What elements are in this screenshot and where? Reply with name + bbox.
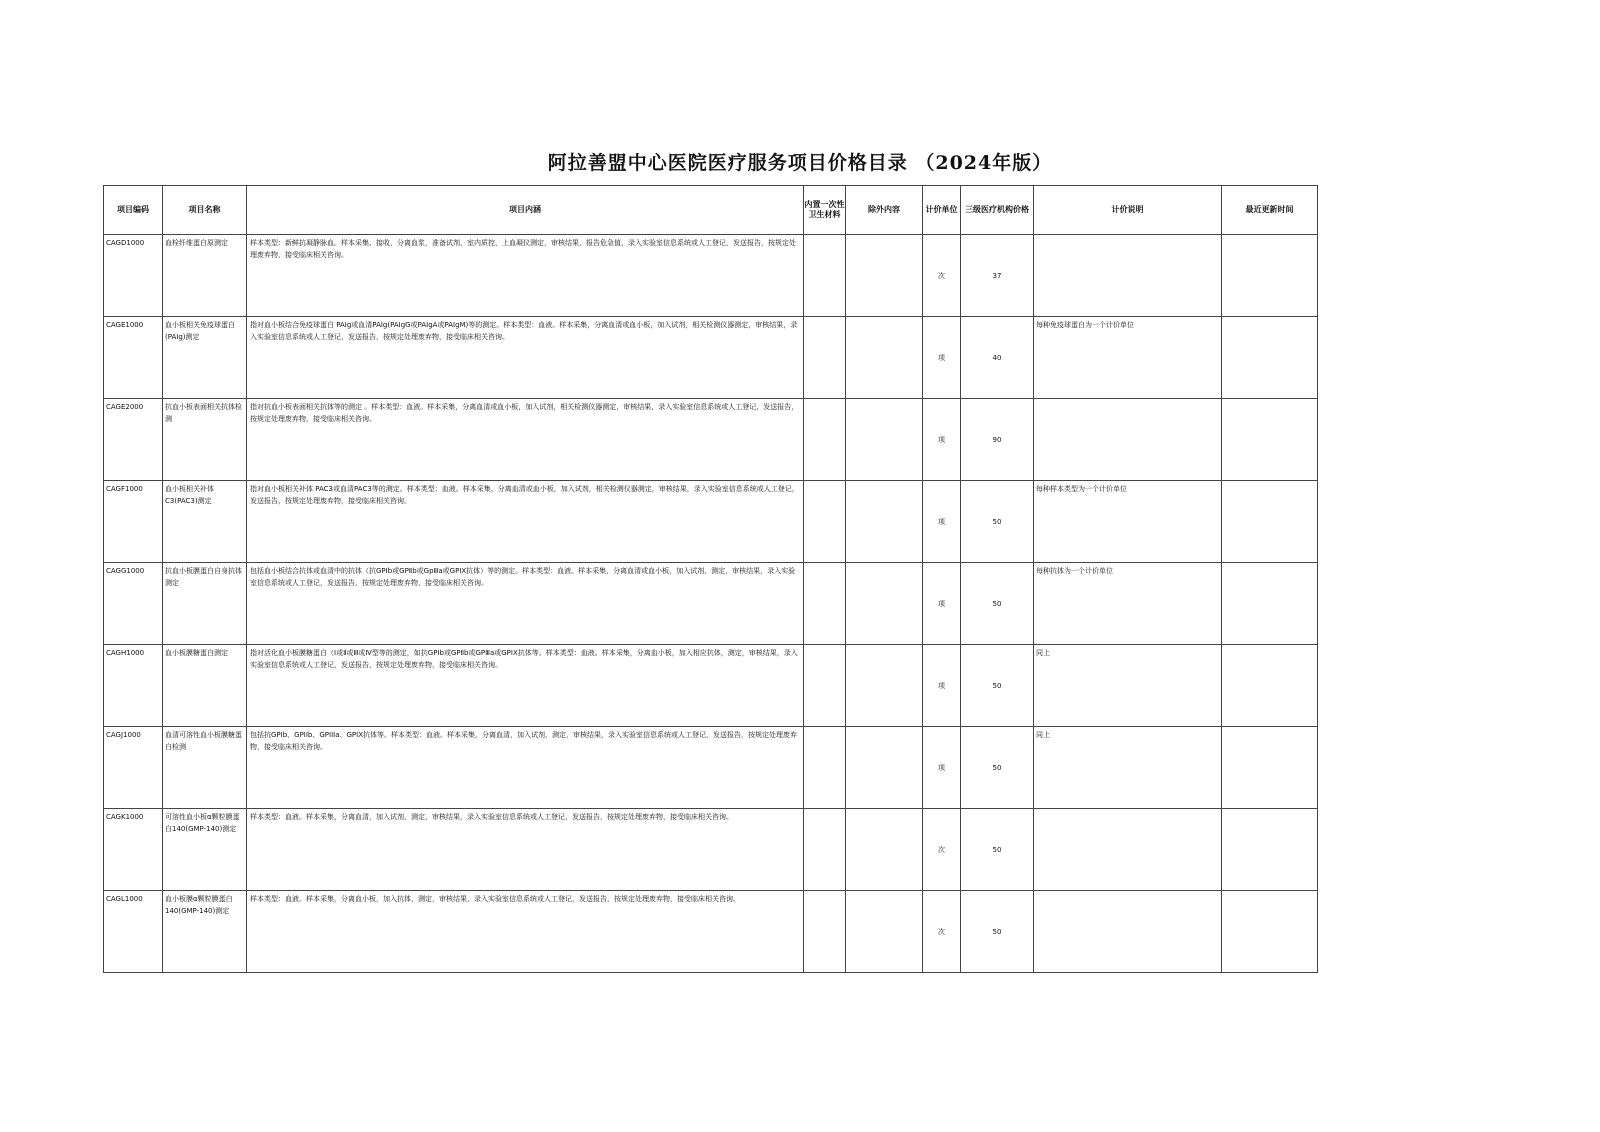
cell-unit: 次 — [923, 235, 961, 317]
cell-code: CAGK1000 — [104, 809, 163, 891]
cell-excluded — [846, 891, 923, 973]
cell-price: 50 — [961, 645, 1034, 727]
cell-updated — [1222, 317, 1318, 399]
cell-price: 50 — [961, 481, 1034, 563]
cell-consumable — [804, 481, 846, 563]
header-name: 项目名称 — [163, 186, 247, 235]
cell-unit: 次 — [923, 891, 961, 973]
cell-name: 可溶性血小板α颗粒膜蛋白140(GMP-140)测定 — [163, 809, 247, 891]
cell-name: 抗血小板膜蛋白自身抗体测定 — [163, 563, 247, 645]
cell-consumable — [804, 235, 846, 317]
cell-content: 指对血小板结合免疫球蛋白 PAIg或血清PAIg(PAIgG或PAIgA或PAIgM)等的测定。样本类型：血液。样本采集，分离血清或血小板，加入试剂，相关检测仪器测定，审核结果，录入实验室信息系统或人工登记，发送报告，按规定处理废弃物，接受临床相关咨询。 — [247, 317, 804, 399]
cell-code: CAGL1000 — [104, 891, 163, 973]
cell-note: 同上 — [1034, 645, 1222, 727]
cell-excluded — [846, 235, 923, 317]
cell-unit: 项 — [923, 317, 961, 399]
cell-content: 包括血小板结合抗体或血清中的抗体（抗GPⅠb或GPⅡb或GpⅢa或GPIX抗体）等的测定。样本类型：血液。样本采集，分离血清或血小板，加入试剂，测定，审核结果，录入实验室信息系统或人工登记，发送报告，按规定处理废弃物，接受临床相关咨询。 — [247, 563, 804, 645]
cell-consumable — [804, 645, 846, 727]
cell-unit: 项 — [923, 481, 961, 563]
header-note: 计价说明 — [1034, 186, 1222, 235]
header-excluded: 除外内容 — [846, 186, 923, 235]
cell-excluded — [846, 727, 923, 809]
table-header-row — [104, 186, 1318, 235]
cell-consumable — [804, 891, 846, 973]
cell-price: 50 — [961, 809, 1034, 891]
cell-content: 指对抗血小板表面相关抗体等的测定 。样本类型：血液。样本采集，分离血清或血小板，加入试剂，相关检测仪器测定，审核结果，录入实验室信息系统或人工登记，发送报告，按规定处理废弃物，接受临床相关咨询。 — [247, 399, 804, 481]
cell-unit: 项 — [923, 563, 961, 645]
cell-name: 血栓纤维蛋白原测定 — [163, 235, 247, 317]
cell-updated — [1222, 645, 1318, 727]
cell-note — [1034, 399, 1222, 481]
cell-updated — [1222, 235, 1318, 317]
cell-consumable — [804, 563, 846, 645]
cell-excluded — [846, 809, 923, 891]
cell-content: 样本类型：血液。样本采集，分离血小板，加入抗体，测定，审核结果，录入实验室信息系统或人工登记，发送报告，按规定处理废弃物，接受临床相关咨询。 — [247, 891, 804, 973]
cell-updated — [1222, 399, 1318, 481]
cell-note: 同上 — [1034, 727, 1222, 809]
cell-name: 抗血小板表面相关抗体检测 — [163, 399, 247, 481]
cell-name: 血小板膜α颗粒膜蛋白140(GMP-140)测定 — [163, 891, 247, 973]
cell-unit: 项 — [923, 727, 961, 809]
cell-content: 指对活化血小板膜糖蛋白（Ⅰ或Ⅱ或Ⅲ或Ⅳ型等的测定，如抗GPIb或GPⅡb或GPⅢa或GPIX抗体等。样本类型：血液。样本采集，分离血小板，加入相应抗体，测定，审核结果，录入实验室信息系统或人工登记，发送报告，按规定处理废弃物，接受临床相关咨询。 — [247, 645, 804, 727]
cell-content: 样本类型：新鲜抗凝静脉血。样本采集、接收，分离血浆，准备试剂，室内质控，上血凝仪测定，审核结果，报告危急值，录入实验室信息系统或人工登记，发送报告，按规定处理废弃物，接受临床相关咨询。 — [247, 235, 804, 317]
table-row — [104, 891, 1318, 973]
cell-content: 包括抗GPIb、GPIIb、GPIIIa、GPIX抗体等。样本类型：血液。样本采集，分离血清，加入试剂，测定，审核结果，录入实验室信息系统或人工登记，发送报告，按规定处理废弃物，接受临床相关咨询。 — [247, 727, 804, 809]
cell-name: 血小板膜糖蛋白测定 — [163, 645, 247, 727]
cell-excluded — [846, 317, 923, 399]
cell-name: 血小板相关免疫球蛋白(PAIg)测定 — [163, 317, 247, 399]
cell-excluded — [846, 481, 923, 563]
table-row — [104, 727, 1318, 809]
cell-consumable — [804, 399, 846, 481]
cell-excluded — [846, 399, 923, 481]
cell-name: 血小板相关补体C3(PAC3)测定 — [163, 481, 247, 563]
header-price: 三级医疗机构价格 — [961, 186, 1034, 235]
cell-price: 40 — [961, 317, 1034, 399]
header-content: 项目内涵 — [247, 186, 804, 235]
cell-price: 50 — [961, 891, 1034, 973]
table-row — [104, 317, 1318, 399]
cell-note — [1034, 809, 1222, 891]
cell-code: CAGG1000 — [104, 563, 163, 645]
cell-price: 50 — [961, 727, 1034, 809]
cell-unit: 项 — [923, 399, 961, 481]
table-row — [104, 235, 1318, 317]
cell-content: 指对血小板相关补体 PAC3或血清PAC3等的测定。样本类型：血液。样本采集，分离血清或血小板，加入试剂，相关检测仪器测定，审核结果，录入实验室信息系统或人工登记，发送报告，按规定处理废弃物，接受临床相关咨询。 — [247, 481, 804, 563]
header-unit: 计价单位 — [923, 186, 961, 235]
table-row — [104, 563, 1318, 645]
table-row — [104, 809, 1318, 891]
table-row — [104, 399, 1318, 481]
cell-code: CAGE2000 — [104, 399, 163, 481]
cell-note — [1034, 891, 1222, 973]
cell-updated — [1222, 563, 1318, 645]
cell-unit: 次 — [923, 809, 961, 891]
page-title: 阿拉善盟中心医院医疗服务项目价格目录 （2024年版） — [547, 152, 1053, 174]
cell-code: CAGF1000 — [104, 481, 163, 563]
cell-note: 每种样本类型为一个计价单位 — [1034, 481, 1222, 563]
cell-note: 每种抗体为一个计价单位 — [1034, 563, 1222, 645]
cell-price: 50 — [961, 563, 1034, 645]
cell-updated — [1222, 891, 1318, 973]
cell-excluded — [846, 645, 923, 727]
cell-consumable — [804, 727, 846, 809]
cell-excluded — [846, 563, 923, 645]
cell-price: 37 — [961, 235, 1034, 317]
cell-note — [1034, 235, 1222, 317]
table-row — [104, 645, 1318, 727]
cell-updated — [1222, 481, 1318, 563]
cell-content: 样本类型：血液。样本采集，分离血清，加入试剂，测定，审核结果，录入实验室信息系统或人工登记，发送报告，按规定处理废弃物，接受临床相关咨询。 — [247, 809, 804, 891]
header-updated: 最近更新时间 — [1222, 186, 1318, 235]
cell-updated — [1222, 727, 1318, 809]
cell-note: 每种免疫球蛋白为一个计价单位 — [1034, 317, 1222, 399]
cell-code: CAGD1000 — [104, 235, 163, 317]
table-row — [104, 481, 1318, 563]
header-code: 项目编码 — [104, 186, 163, 235]
cell-name: 血清可溶性血小板膜糖蛋白检测 — [163, 727, 247, 809]
cell-consumable — [804, 317, 846, 399]
cell-code: CAGJ1000 — [104, 727, 163, 809]
header-consumable: 内置一次性卫生材料 — [804, 186, 846, 235]
cell-code: CAGE1000 — [104, 317, 163, 399]
price-table — [103, 185, 1318, 973]
cell-consumable — [804, 809, 846, 891]
cell-price: 90 — [961, 399, 1034, 481]
cell-unit: 项 — [923, 645, 961, 727]
cell-updated — [1222, 809, 1318, 891]
cell-code: CAGH1000 — [104, 645, 163, 727]
